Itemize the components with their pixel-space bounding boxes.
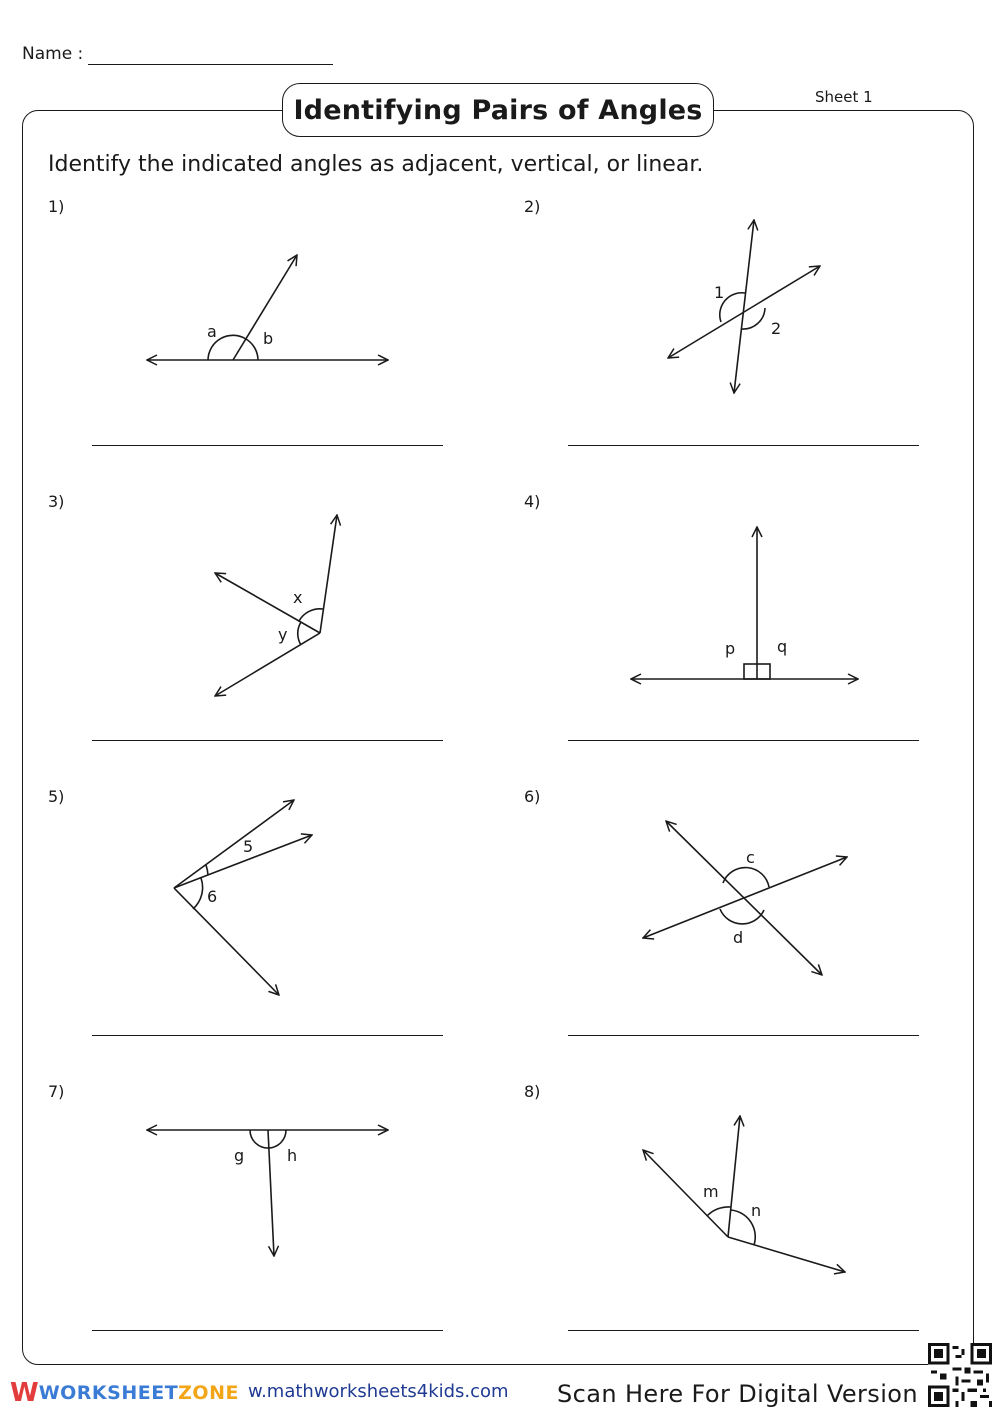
figure-7 — [147, 1130, 388, 1256]
angle-label: 1 — [714, 283, 725, 302]
figure-6 — [643, 821, 847, 975]
problem-number: 1) — [48, 197, 65, 216]
angle-label: 5 — [243, 837, 254, 856]
figure-2 — [668, 220, 820, 393]
worksheetzone-logo[interactable] — [10, 1378, 239, 1408]
problem-number: 3) — [48, 492, 65, 511]
figure-5 — [174, 800, 312, 995]
angle-label: g — [234, 1146, 245, 1165]
title-box — [282, 83, 714, 137]
angle-label: a — [207, 322, 217, 341]
figure-8 — [643, 1116, 845, 1272]
footer-url[interactable]: w.mathworksheets4kids.com — [248, 1381, 509, 1402]
instructions: Identify the indicated angles as adjacent, vertical, or linear. — [48, 152, 704, 177]
logo-w-icon: W — [10, 1378, 39, 1408]
problem-number: 6) — [524, 787, 541, 806]
angle-label: y — [278, 625, 288, 644]
angle-label: q — [777, 637, 788, 656]
angle-label: n — [751, 1201, 762, 1220]
scan-text: Scan Here For Digital Version — [557, 1380, 918, 1408]
logo-word-zone: ZONE — [178, 1382, 239, 1404]
sheet-label: Sheet 1 — [815, 88, 873, 106]
angle-label: b — [263, 329, 274, 348]
logo-word: WORKSHEET — [38, 1382, 179, 1404]
problem-number: 4) — [524, 492, 541, 511]
figure-3 — [215, 515, 337, 696]
angle-label: c — [746, 848, 755, 867]
name-label: Name : — [22, 44, 84, 64]
angle-label: x — [293, 588, 303, 607]
problem-number: 5) — [48, 787, 65, 806]
angle-label: m — [703, 1182, 719, 1201]
figure-4 — [631, 527, 858, 679]
angle-label: p — [725, 639, 736, 658]
problem-number: 7) — [48, 1082, 65, 1101]
problem-number: 8) — [524, 1082, 541, 1101]
qr-code-icon[interactable] — [928, 1343, 992, 1407]
angle-label: 2 — [771, 319, 782, 338]
angle-label: h — [287, 1146, 298, 1165]
problem-number: 2) — [524, 197, 541, 216]
angle-label: 6 — [207, 887, 218, 906]
page-title: Identifying Pairs of Angles — [293, 94, 703, 126]
angle-label: d — [733, 928, 744, 947]
